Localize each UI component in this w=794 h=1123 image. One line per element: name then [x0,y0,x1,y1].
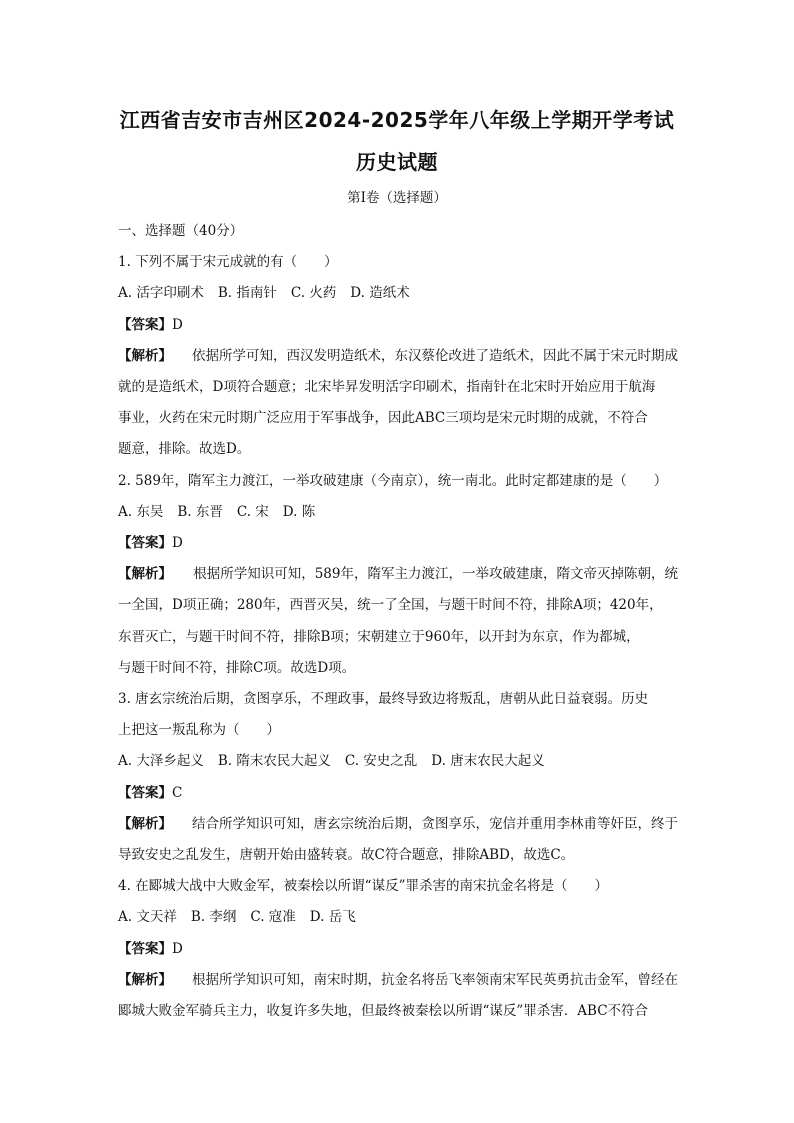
analysis-text: 依据所学可知，西汉发明造纸术，东汉蔡伦改进了造纸术，因此不属于宋元时期成 [192,347,678,364]
answer-value: D [172,316,183,333]
analysis-label: 【解析】 [118,566,172,583]
option-a: A. 东吴 [118,503,164,520]
analysis-line: 东晋灭亡，与题干时间不符，排除B项；宋朝建立于960年，以开封为东京，作为都城， [118,628,640,645]
option-d: D. 造纸术 [350,285,410,302]
analysis-line: 事业，火药在宋元时期广泛应用于军事战争，因此ABC三项均是宋元时期的成就，不符合 [118,410,648,427]
section-heading: 一、选择题（40分） [118,223,244,239]
analysis-line [118,809,678,840]
document-title: 江西省吉安市吉州区2024-2025学年八年级上学期开学考试 [119,108,675,132]
analysis-line: 导致安史之乱发生，唐朝开始由盛转衰。故C符合题意，排除ABD，故选C。 [118,847,575,864]
analysis-line: 与题干时间不符，排除C项。故选D项。 [118,659,356,676]
question-options [118,497,678,528]
answer-value: C [172,784,183,801]
analysis-line [118,559,678,590]
answer-line [118,528,678,559]
analysis-line [118,341,678,372]
analysis-line [118,965,678,996]
analysis-label: 【解析】 [118,815,172,832]
answer-line [118,778,678,809]
analysis-text: 根据所学知识可知，南宋时期，抗金名将岳飞率领南宋军民英勇抗击金军，曾经在 [192,971,678,988]
analysis-line: 就的是造纸术，D项符合题意；北宋毕昇发明活字印刷术，指南针在北宋时开始应用于航海 [118,379,656,396]
question-options [118,902,678,933]
option-c: C. 寇准 [250,909,296,926]
analysis-line: 题意，排除。故选D。 [118,441,251,458]
analysis-label: 【解析】 [118,347,172,364]
question-3 [118,684,678,871]
option-d: D. 岳飞 [309,909,356,926]
option-b: B. 隋末农民大起义 [217,753,331,770]
answer-value: D [172,535,183,552]
answer-label: 【答案】 [118,316,172,333]
option-a: A. 文天祥 [118,909,177,926]
analysis-text: 结合所学知识可知，唐玄宗统治后期，贪图享乐，宠信并重用李林甫等奸臣，终于 [192,815,678,832]
question-options [118,746,678,777]
question-stem: 3. 唐玄宗统治后期，贪图享乐，不理政事，最终导致边将叛乱，唐朝从此日益衰弱。历史 [118,691,649,708]
answer-value: D [172,940,183,957]
answer-line [118,310,678,341]
question-1 [118,247,678,465]
document-subtitle: 历史试题 [356,150,438,174]
question-options [118,278,678,309]
analysis-line: 郾城大败金军骑兵主力，收复许多失地，但最终被秦桧以所谓“谋反”罪杀害．ABC不符合 [118,1003,649,1020]
answer-line [118,934,678,965]
option-d: D. 唐末农民大起义 [431,753,545,770]
option-b: B. 李纲 [190,909,237,926]
answer-label: 【答案】 [118,784,172,801]
option-c: C. 安史之乱 [344,753,418,770]
option-c: C. 宋 [236,503,269,520]
analysis-line: 一全国，D项正确；280年，西晋灭吴，统一了全国，与题干时间不符，排除A项；420年， [118,597,663,614]
option-a: A. 活字印刷术 [118,285,204,302]
volume-heading: 第Ⅰ卷（选择题） [347,190,447,206]
option-b: B. 指南针 [217,285,277,302]
answer-label: 【答案】 [118,940,172,957]
question-stem: 2. 589年，隋军主力渡江，一举攻破建康（今南京），统一南北。此时定都建康的是（ ） [118,472,668,489]
option-b: B. 东晋 [177,503,223,520]
option-a: A. 大泽乡起义 [118,753,204,770]
option-c: C. 火药 [290,285,337,302]
question-stem: 4. 在郾城大战中大败金军，被秦桧以所谓“谋反”罪杀害的南宋抗金名将是（ ） [118,878,608,895]
answer-label: 【答案】 [118,535,172,552]
analysis-label: 【解析】 [118,971,172,988]
question-stem: 上把这一叛乱称为（ ） [118,722,280,739]
option-d: D. 陈 [282,503,316,520]
analysis-text: 根据所学知识可知，589年，隋军主力渡江，一举攻破建康，隋文帝灭掉陈朝，统 [193,566,678,583]
question-stem: 1. 下列不属于宋元成就的有（ ） [118,254,338,271]
question-4 [118,871,678,1027]
document-body [118,216,678,1027]
question-2 [118,466,678,684]
